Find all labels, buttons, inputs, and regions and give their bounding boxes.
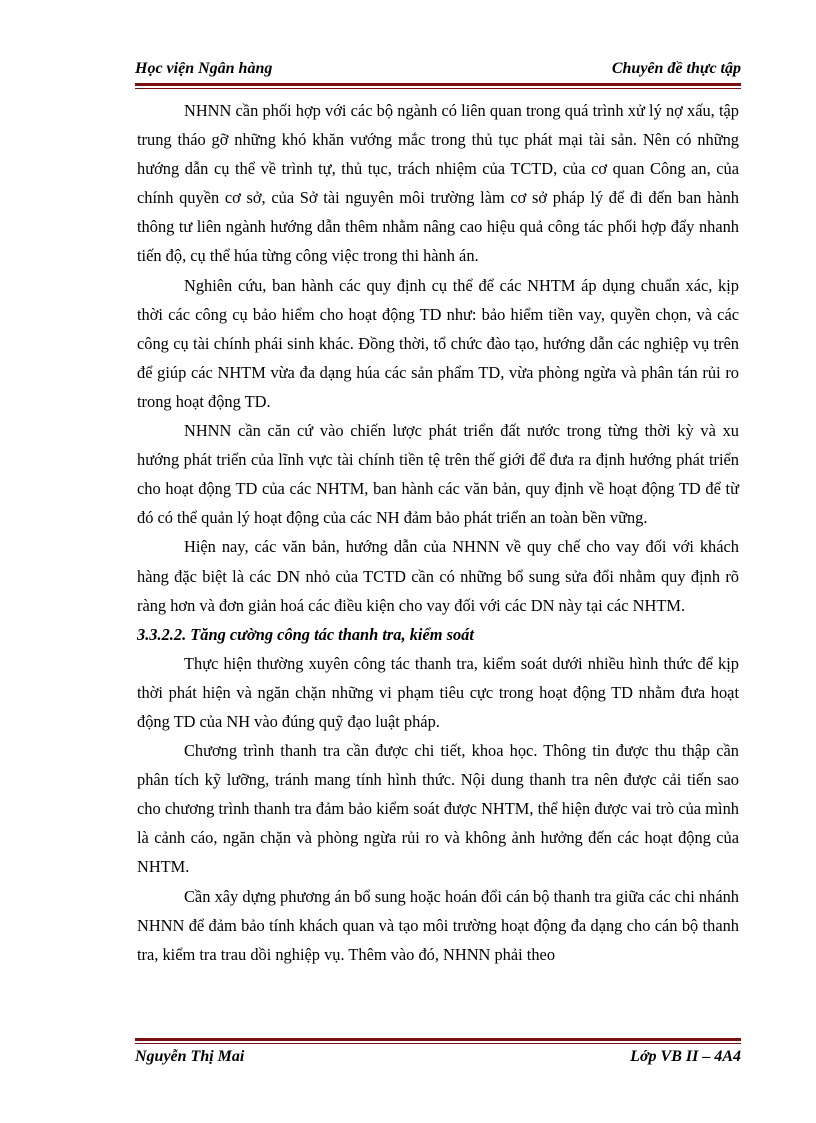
header-document-type: Chuyên đề thực tập <box>611 60 741 77</box>
body-paragraph: Chương trình thanh tra cần được chi tiết, khoa học. Thông tin được thu thập cần phân tích kỹ lưỡng, tránh mang tính hình thức. Nội dung thanh tra nên được cải tiến sao cho chương trình thanh tra đảm bảo kiểm soát được NHTM, thể hiện được vai trò của mình là cảnh cáo, ngăn chặn và phòng ngừa rủi ro và không ảnh hưởng đến các hoạt động của NHTM. <box>137 741 739 877</box>
header-institution: Học viện Ngân hàng <box>135 60 273 77</box>
footer-author: Nguyễn Thị Mai <box>135 1048 245 1065</box>
body-paragraph: Nghiên cứu, ban hành các quy định cụ thể để các NHTM áp dụng chuẩn xác, kịp thời các công cụ bảo hiểm cho hoạt động TD như: bảo hiểm tiền vay, quyền chọn, và các công cụ tài chính phái sinh khác. Đồng thời, tổ chức đào tạo, hướng dẫn các nghiệp vụ trên để giúp các NHTM vừa đa dạng húa các sản phẩm TD, vừa phòng ngừa và phân tán rủi ro trong hoạt động TD. <box>137 275 739 411</box>
footer-class: Lớp VB II – 4A4 <box>630 1048 741 1065</box>
body-paragraph: NHNN cần căn cứ vào chiến lược phát triển đất nước trong từng thời kỳ và xu hướng phát triển của lĩnh vực tài chính tiền tệ trên thế giới để đưa ra định hướng phát triển cho hoạt động TD của các NHTM, ban hành các văn bản, quy định về hoạt động TD để từ đó có thể quản lý hoạt động của các NH đảm bảo phát triển an toàn bền vững. <box>137 421 739 528</box>
body-paragraph: NHNN cần phối hợp với các bộ ngành có liên quan trong quá trình xử lý nợ xấu, tập trung tháo gỡ những khó khăn vướng mắc trong thủ tục phát mại tài sản. Nên có những hướng dẫn cụ thể về trình tự, thủ tục, trách nhiệm của TCTD, của cơ quan Công an, của chính quyền cơ sở, của Sở tài nguyên môi trường làm cơ sở pháp lý để đi đến ban hành thông tư liên ngành hướng dẫn thêm nhằm nâng cao hiệu quả công tác phối hợp đẩy nhanh tiến độ, cụ thể húa từng công việc trong thi hành án. <box>137 101 739 266</box>
section-heading: 3.3.2.2. Tăng cường công tác thanh tra, kiểm soát <box>137 624 474 644</box>
header-rule <box>135 83 741 89</box>
body-paragraph: Thực hiện thường xuyên công tác thanh tra, kiểm soát dưới nhiều hình thức để kịp thời phát hiện và ngăn chặn những vi phạm tiêu cực trong hoạt động TD nhằm đưa hoạt động TD của NH vào đúng quỹ đạo luật pháp. <box>137 653 739 731</box>
page-body <box>137 96 739 969</box>
body-paragraph: Hiện nay, các văn bản, hướng dẫn của NHNN về quy chế cho vay đối với khách hàng đặc biệt là các DN nhỏ của TCTD cần có những bổ sung sửa đổi nhằm quy định rõ ràng hơn và đơn giản hoá các điều kiện cho vay đối với các DN này tại các NHTM. <box>137 537 739 615</box>
body-paragraph: Cần xây dựng phương án bổ sung hoặc hoán đổi cán bộ thanh tra giữa các chi nhánh NHNN để đảm bảo tính khách quan và tạo môi trường hoạt động đa dạng cho cán bộ thanh tra, kiểm tra trau dồi nghiệp vụ. Thêm vào đó, NHNN phải theo <box>137 886 739 964</box>
footer-rule <box>135 1038 741 1044</box>
